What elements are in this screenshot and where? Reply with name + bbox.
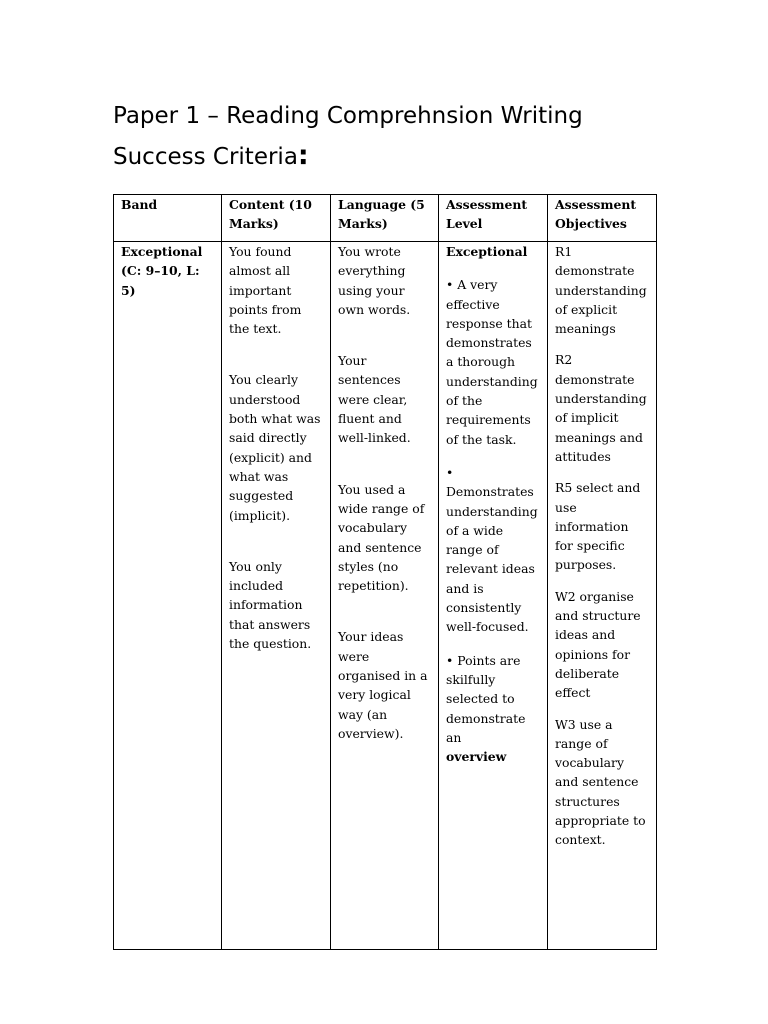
language-point: Your ideas were organised in a very logical way (an overview). xyxy=(338,629,428,741)
header-band: Band xyxy=(114,195,222,242)
assessment-level-emphasis: overview xyxy=(446,749,507,765)
content-cell xyxy=(222,242,331,950)
band-name: Exceptional xyxy=(121,244,203,259)
objective-item: R2 demonstrate understanding of implicit meanings and attitudes xyxy=(555,352,647,464)
table-header-row xyxy=(114,195,657,242)
content-point: You only included information that answers the question. xyxy=(229,558,312,652)
content-point: You found almost all important points from the text. xyxy=(229,244,302,337)
objective-item: R5 select and use information for specific purposes. xyxy=(555,480,641,573)
header-assessment-level: Assessment Level xyxy=(439,195,548,242)
table-row xyxy=(114,242,657,950)
title-line-1: Paper 1 – Reading Comprehnsion Writing xyxy=(113,103,583,129)
objective-item: W3 use a range of vocabulary and sentence structures appropriate to context. xyxy=(555,716,646,848)
band-marks: (C: 9–10, L: 5) xyxy=(121,263,200,298)
assessment-level-cell xyxy=(439,242,548,950)
assessment-level-point: • Demonstrates understanding of a wide range of relevant ideas and is consistently well-focused. xyxy=(446,464,538,635)
page-title xyxy=(113,96,673,177)
header-assessment-objectives: Assessment Objectives xyxy=(548,195,657,242)
title-line-2: Success Criteria xyxy=(113,144,298,170)
assessment-level-heading: Exceptional xyxy=(446,244,528,259)
objectives-cell xyxy=(548,242,657,950)
content-point: You clearly understood both what was said directly (explicit) and what was suggested (implicit). xyxy=(229,372,321,523)
assessment-level-point: • A very effective response that demonstrates a thorough understanding of the requirements of the task. xyxy=(446,277,538,447)
success-criteria-table xyxy=(113,194,657,950)
language-point: Your sentences were clear, fluent and well-linked. xyxy=(338,353,411,446)
language-point: You wrote everything using your own words. xyxy=(338,244,411,317)
title-colon: : xyxy=(297,140,309,171)
header-language: Language (5 Marks) xyxy=(331,195,439,242)
assessment-level-point: • Points are skilfully selected to demonstrate an xyxy=(446,652,526,745)
band-cell xyxy=(114,242,222,950)
language-point: You used a wide range of vocabulary and sentence styles (no repetition). xyxy=(338,481,425,594)
objective-item: W2 organise and structure ideas and opinions for deliberate effect xyxy=(555,588,641,701)
header-content: Content (10 Marks) xyxy=(222,195,331,242)
language-cell xyxy=(331,242,439,950)
objective-item: R1 demonstrate understanding of explicit meanings xyxy=(555,244,647,337)
